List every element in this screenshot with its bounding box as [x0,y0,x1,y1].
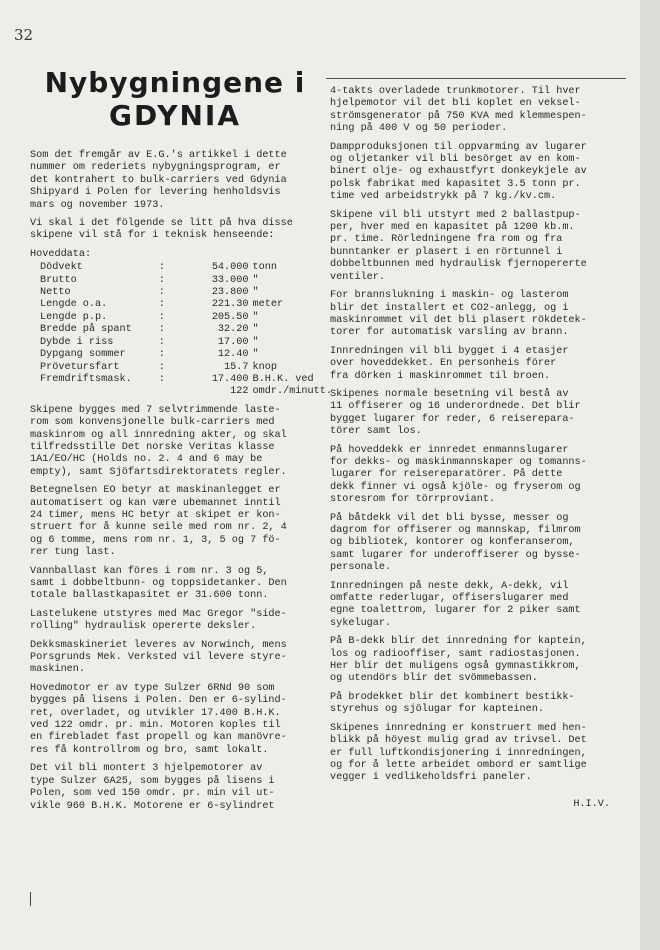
paragraph: Betegnelsen EO betyr at maskinanlegget er automatisert og kan være ubemannet inntil 24 timer, mens HC betyr at skipet er kon- struert for å kunne seile med rom nr. 2, 4 og 6 tomme, mens rom nr. 1, 3, 5 og 7 fö- rer tung last. [30,485,287,559]
spec-row: 122 omdr./minutt. [230,386,332,398]
paragraph: 4-takts overladede trunkmotorer. Til hver hjelpemotor vil det bli koplet en veksel- strömsgenerator på 750 KVA med klemmespen- ning på 400 V og 50 perioder. [330,86,587,135]
spec-row: Netto : 23.800 " [40,287,259,299]
paragraph: Dekksmaskineriet leveres av Norwinch, mens Porsgrunds Mek. Verksted vil levere styre- maskinen. [30,639,287,676]
spec-row: Dödvekt : 54.000 tonn [40,262,277,274]
paragraph: Skipenes normale besetning vil bestå av 11 offiserer og 16 underordnede. Det blir bygget lugarer for reder, 6 reiserepara- törer samt los. [330,388,581,438]
spec-row: Brutto : 33.000 " [40,274,259,286]
spec-row: Dybde i riss : 17.00 " [40,336,259,348]
paragraph: Hovedmotor er av type Sulzer 6RNd 90 som bygges på lisens i Polen. Den er 6-sylind- ret, overladet, og utvikler 17.400 B.H.K. ved 122 omdr. pr. min. Motoren koples til en firebladet fast propell og kan manövre- res få kontrollrom og bro, samt lokalt. [30,682,287,756]
paragraph: På hoveddekk er innredet enmannslugarer for dekks- og maskinmannskaper og tomanns- lugarer for reisereparatörer. På dette dekk finner vi også kjöle- og fryserom og storesrom for törrproviant. [330,444,587,506]
author-signature: H.I.V. [573,798,610,810]
title-rule [326,78,626,79]
paragraph: På brodekket blir det kombinert bestikk- styrehus og sjölugar for kapteinen. [330,691,575,716]
spec-table [40,262,332,398]
page-number: 32 [14,26,34,44]
spec-row: Dypgang sommer : 12.40 " [40,349,259,361]
spec-row: Lengde o.a. : 221.30 meter [40,299,284,311]
paragraph: Innredningen vil bli bygget i 4 etasjer over hoveddekket. En personheis förer fra dörken i maskinrommet til broen. [330,345,569,382]
page-edge [640,0,660,950]
paragraph: Innredningen på neste dekk, A-dekk, vil omfatte rederlugar, offiserslugarer med egne toalettrom, lugarer for 2 piker samt sykelugar. [330,580,581,629]
margin-mark [30,892,31,906]
right-column [330,86,630,811]
paragraph: Skipenes innredning er konstruert med hen- blikk på höyest mulig grad av trivsel. Det er full luftkondisjonering i innredningen, og for å lette arbeidet ombord er samtlige vegger i vedlikeholdsfri paneler. [330,722,587,784]
paragraph: Lastelukene utstyres med Mac Gregor "side- rolling" hydraulisk opererte deksler. [30,608,287,633]
title-line-1: Nybygningene i [44,66,306,99]
paragraph: Som det fremgår av E.G.'s artikkel i dette nummer om rederiets nybygningsprogram, er det kontrahert to bulk-carriers ved Gdynia Shipyard i Polen for levering henholdsvis mars og november 1973. [30,150,287,211]
paragraph: Skipene bygges med 7 selvtrimmende laste- rom som konvensjonelle bulk-carriers med maskinrom og all innredning akter, og skal tilfredsstille Det norske Veritas klasse 1A1/EO/HC (Holds no. 2. 4 and 6 may be empty), samt Sjöfartsdirektoratets regler. [30,404,287,478]
spec-row: Lengde p.p. : 205.50 " [40,311,259,323]
spec-row: Prövetursfart : 15.7 knop [40,361,277,373]
paragraph: På B-dekk blir det innredning for kaptein, los og radiooffiser, samt radiostasjonen. Her blir det muligens også gymnastikkrom, og utendörs blir det svömmebassen. [330,636,587,685]
left-column [30,150,332,819]
paragraph: På båtdekk vil det bli bysse, messer og dagrom for offiserer og mannskap, filmrom og bibliotek, kontorer og konferanserom, samt lugarer for underoffiserer og bysse- personale. [330,512,581,574]
article-title [30,68,320,132]
spec-row: Fremdriftsmask. : 17.400 B.H.K. ved [40,373,314,385]
paragraph: Vi skal i det fölgende se litt på hva disse skipene vil stå for i teknisk henseende: [30,218,293,242]
paragraph: Dampproduksjonen til oppvarming av lugarer og oljetanker vil bli besörget av en kom- binert olje- og exhaustfyrt donkeykjele av polsk fabrikat med kapasitet 3.5 tonn pr. time ved arbeidstrykk på 7 kg./kv.cm. [330,141,587,203]
paragraph: For brannslukning i maskin- og lasterom blir det installert et CO2-anlegg, og i maskinrommet vil det bli plasert rökdetek- torer for automatisk varsling av brann. [330,290,587,339]
paragraph: Skipene vil bli utstyrt med 2 ballastpup- per, hver med en kapasitet på 1200 kb.m. pr. time. Rörledningene fra rom og fra bunntanker er plasert i en rörtunnel i dobbeltbunnen med hydraulisk fjernopererte ventiler. [330,209,587,283]
paragraph: Det vil bli montert 3 hjelpemotorer av type Sulzer 6A25, som bygges på lisens i Polen, som ved 150 omdr. pr. min vil ut- vikle 960 B.H.K. Motorene er 6-sylindret [30,763,275,812]
paragraph: Vannballast kan föres i rom nr. 3 og 5, samt i dobbeltbunn- og toppsidetanker. Den totale ballastkapasitet er 31.600 tonn. [30,565,287,602]
title-line-2: GDYNIA [109,98,241,132]
spec-row: Bredde på spant : 32.20 " [40,324,259,336]
hoveddata-label: Hoveddata: [30,248,92,260]
